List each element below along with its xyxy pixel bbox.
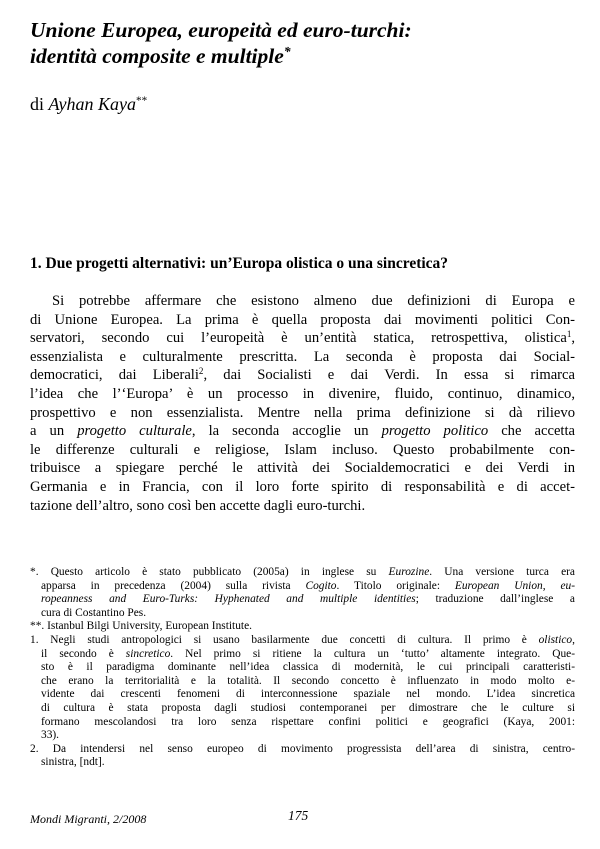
paragraph-line: l’idea che l’‘Europa’ è un processo in divenire, fluido, continuo, dinamico, — [30, 385, 575, 402]
body-paragraph — [30, 292, 575, 515]
title-line-1: Unione Europea, europeità ed euro-turchi: — [30, 18, 412, 42]
footnote-emphasis: Eurozine — [388, 566, 430, 578]
paragraph-text: a un — [30, 423, 78, 440]
footnote-line: sinistra, [ndt]. — [41, 756, 105, 769]
footnote-line: cura di Costantino Pes. — [41, 606, 147, 619]
paragraph-line: Si potrebbe affermare che esistono almeno due definizioni di Europa e — [52, 293, 575, 309]
footnote-ref-1: 1 — [566, 329, 572, 340]
footnote-emphasis: sincretico — [125, 647, 171, 660]
paragraph-line: essenzialista e culturalmente prescritta. La seconda è proposta dai Social- — [30, 348, 575, 365]
footnote-star — [30, 566, 575, 620]
paragraph-line: Germania e in Francia, con il loro forte spirito di responsabilità e di accet- — [30, 478, 575, 495]
footnote-2 — [30, 743, 575, 770]
footnote-emphasis: olistico — [538, 633, 573, 646]
paragraph-line — [30, 366, 575, 385]
footnote-text: . Una versione turca era — [429, 566, 575, 578]
author-name: Ayhan Kaya — [48, 94, 137, 114]
paragraph-line — [30, 422, 575, 441]
paragraph-text: , dai Socialisti e dai Verdi. In essa si rimarca — [203, 367, 575, 384]
paragraph-line: di Unione Europea. La prima è quella proposta dai movimenti politici Con- — [30, 311, 575, 328]
footnote-double-star — [30, 620, 575, 634]
footnotes — [30, 566, 575, 770]
footnote-text: , — [572, 633, 575, 646]
footnote-emphasis: ropeanness and Euro-Turks: Hyphenated and multiple identities — [41, 593, 416, 606]
footnote-text: 1. Negli studi antropologici si usano basilarmente due concetti di cultura. Il primo è — [30, 633, 539, 646]
footnote-marker: **. — [30, 620, 45, 633]
paragraph-text: democratici, dai Liberali — [30, 367, 199, 384]
title-line-2-text: identità composite e multiple — [30, 44, 284, 68]
footnote-marker: *. — [30, 566, 39, 578]
emphasis-political-project: progetto politico — [381, 423, 489, 440]
footnote-line — [30, 593, 575, 607]
footnote-text: . Titolo originale: — [336, 579, 455, 592]
footnote-line — [30, 634, 575, 648]
footnote-ref-2: 2 — [198, 366, 204, 377]
footnote-emphasis: European Union, eu- — [454, 579, 575, 592]
footnote-text: il secondo è — [41, 647, 126, 660]
footnote-line: 33). — [41, 729, 60, 742]
footnote-line — [30, 620, 575, 634]
section-heading: 1. Due progetti alternativi: un’Europa olistica o una sincretica? — [30, 255, 449, 272]
paragraph-line: tribuisce a spiegare perché le attività dei Socialdemocratici e dei Verdi in — [30, 460, 575, 477]
footnote-emphasis: Cogito — [305, 579, 337, 592]
paragraph-line: le differenze culturali e religiose, Islam incluso. Questo probabilmente con- — [30, 441, 575, 458]
footnote-line: vidente dai crescenti fenomeni di interconnessione spaziale nel mondo. L’idea sincretica — [41, 688, 575, 701]
paragraph-line: prospettivo e non essenzialista. Mentre nella prima definizione si dà rilievo — [30, 404, 575, 421]
footnote-line: formano mescolandosi tra loro senza rispettare confini politici e geografici (Kaya, 2001: — [41, 715, 575, 728]
paragraph-text: che accetta — [488, 423, 576, 440]
footnote-text: ; traduzione dall’inglese a — [415, 593, 575, 606]
author-footnote-mark: ** — [136, 94, 148, 107]
page-number: 175 — [288, 808, 309, 823]
footnote-line: sto è il paradigma dominante nell’idea classica di modernità, le cui principali caratteristi- — [41, 661, 575, 674]
footnote-line: che erano la territorialità e la totalità. Il secondo concetto è influenzato in modo molto e- — [41, 674, 575, 687]
emphasis-cultural-project: progetto culturale — [77, 423, 192, 440]
footnote-1 — [30, 634, 575, 743]
footnote-text: Questo articolo è stato pubblicato (2005a) in inglese su — [38, 566, 389, 578]
paragraph-line — [30, 329, 575, 348]
journal-footer: Mondi Migranti, 2/2008 — [30, 812, 147, 826]
paragraph-line: tazione dell’altro, sono così ben accette dagli euro-turchi. — [30, 497, 366, 514]
footnote-line — [30, 648, 575, 662]
footnote-line — [30, 566, 575, 580]
footnote-text: . Nel primo si ritiene la cultura un ‘tutto’ altamente integrato. Que- — [170, 647, 575, 660]
footnote-text: apparsa in precedenza (2004) sulla rivista — [41, 579, 306, 592]
title-footnote-mark: * — [283, 43, 291, 59]
title-line-2 — [30, 43, 575, 69]
author-prefix: di — [30, 94, 49, 114]
paragraph-text: , la seconda accoglie un — [191, 423, 382, 440]
footnote-line — [30, 580, 575, 594]
footnote-text: Istanbul Bilgi University, European Institute. — [44, 620, 252, 633]
article-title — [30, 17, 575, 69]
footnote-line: 2. Da intendersi nel senso europeo di movimento progressista dell’area di sinistra, centro- — [30, 742, 575, 755]
author-line — [30, 93, 147, 115]
footnote-line: di cultura è stata proposta dagli studiosi contemporanei per dimostrare che le culture si — [41, 701, 575, 714]
paragraph-text: servatori, secondo cui l’europeità è un’entità statica, retrospettiva, olistica — [30, 330, 567, 347]
paragraph-text: , — [571, 330, 575, 347]
